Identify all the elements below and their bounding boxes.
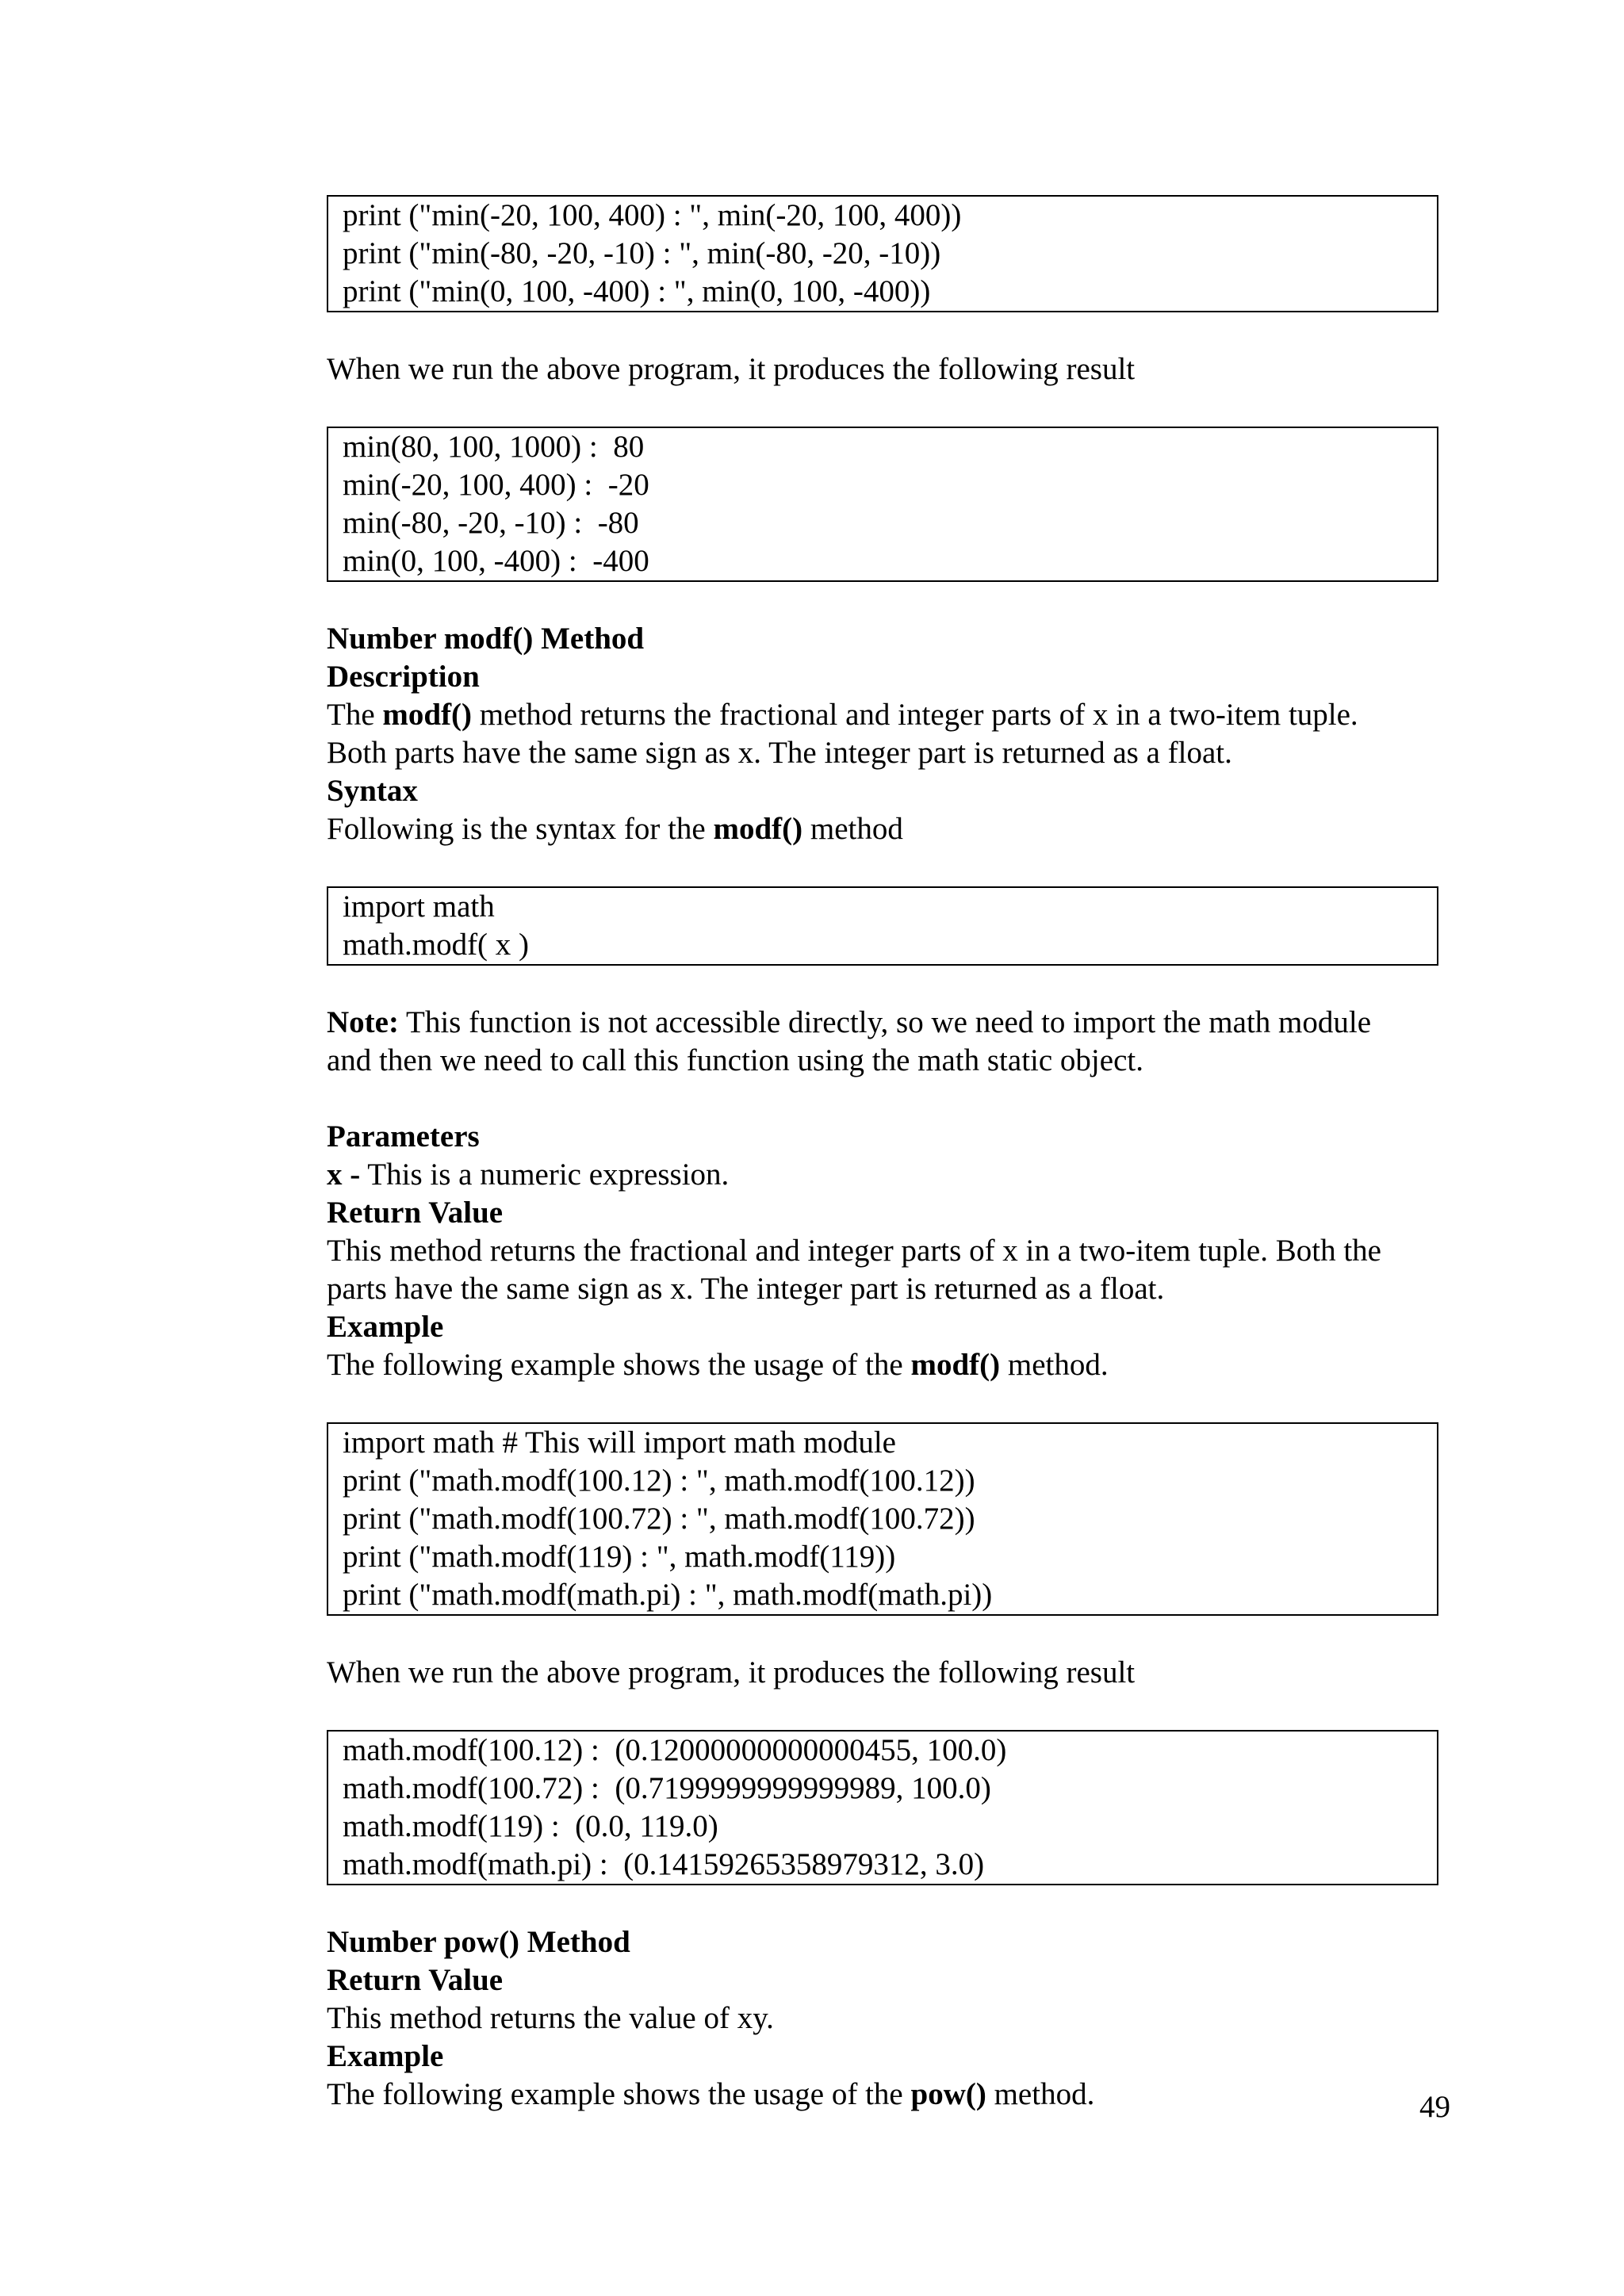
method-name: modf() — [382, 698, 473, 732]
text: The following example shows the usage of the — [327, 1348, 911, 1382]
document-page — [327, 195, 1437, 2114]
code-line: import math — [343, 890, 495, 924]
code-block-min — [327, 195, 1438, 312]
text: method. — [986, 2077, 1095, 2111]
code-line: print ("min(-20, 100, 400) : ", min(-20, 100, 400)) — [343, 198, 962, 232]
code-line: print ("min(-80, -20, -10) : ", min(-80, -20, -10)) — [343, 236, 941, 270]
note-line-1 — [327, 1004, 1437, 1042]
param-name: x - — [327, 1158, 361, 1192]
page-number: 49 — [1419, 2090, 1450, 2124]
description-line-1 — [327, 696, 1437, 734]
syntax-heading: Syntax — [327, 774, 418, 808]
description-heading: Description — [327, 660, 480, 694]
output-line: math.modf(math.pi) : (0.14159265358979312, 3.0) — [343, 1847, 985, 1881]
code-line: print ("math.modf(100.72) : ", math.modf(100.72)) — [343, 1502, 975, 1536]
note-line-2: and then we need to call this function using the math static object. — [327, 1043, 1143, 1077]
text: The following example shows the usage of the — [327, 2077, 911, 2111]
text: method — [802, 812, 903, 846]
output-line: min(-20, 100, 400) : -20 — [343, 468, 649, 502]
text: method returns the fractional and integer parts of x in a two-item tuple. — [472, 698, 1358, 732]
return-value-heading: Return Value — [327, 1196, 504, 1230]
code-line: print ("min(0, 100, -400) : ", min(0, 100, -400)) — [343, 274, 931, 308]
code-line: print ("math.modf(100.12) : ", math.modf(100.12)) — [343, 1464, 975, 1498]
code-block-syntax — [327, 886, 1438, 966]
example-heading: Example — [327, 2039, 444, 2073]
description-line-2: Both parts have the same sign as x. The integer part is returned as a float. — [327, 736, 1232, 770]
code-line: print ("math.modf(119) : ", math.modf(119)) — [343, 1540, 896, 1574]
run-text: When we run the above program, it produces the following result — [327, 352, 1136, 386]
output-line: min(0, 100, -400) : -400 — [343, 544, 649, 578]
code-block-modf-example — [327, 1422, 1438, 1616]
section-heading-pow: Number pow() Method — [327, 1925, 630, 1959]
return-value-heading: Return Value — [327, 1963, 504, 1997]
note-label: Note: — [327, 1005, 399, 1039]
run-text: When we run the above program, it produces the following result — [327, 1655, 1136, 1689]
text: This is a numeric expression. — [360, 1158, 730, 1192]
example-intro — [327, 2076, 1437, 2114]
method-name: modf() — [713, 812, 803, 846]
parameters-heading: Parameters — [327, 1119, 480, 1154]
code-line: import math # This will import math module — [343, 1425, 896, 1460]
method-name: modf() — [910, 1348, 1001, 1382]
text: This function is not accessible directly, so we need to import the math module — [398, 1005, 1372, 1039]
text: Following is the syntax for the — [327, 812, 714, 846]
section-heading-modf: Number modf() Method — [327, 622, 645, 656]
output-line: math.modf(100.72) : (0.7199999999999989, 100.0) — [343, 1771, 991, 1805]
output-line: math.modf(100.12) : (0.12000000000000455, 100.0) — [343, 1733, 1007, 1767]
example-intro — [327, 1346, 1437, 1384]
output-block-modf — [327, 1730, 1438, 1885]
return-line-1: This method returns the fractional and integer parts of x in a two-item tuple. Both the — [327, 1234, 1381, 1268]
output-line: min(-80, -20, -10) : -80 — [343, 506, 639, 540]
text: The — [327, 698, 383, 732]
code-line: math.modf( x ) — [343, 928, 530, 962]
code-line: print ("math.modf(math.pi) : ", math.modf(math.pi)) — [343, 1578, 993, 1612]
example-heading: Example — [327, 1310, 444, 1344]
parameter-x — [327, 1156, 1437, 1194]
output-block-min — [327, 427, 1438, 582]
text: method. — [1000, 1348, 1109, 1382]
syntax-intro — [327, 810, 1437, 848]
output-line: math.modf(119) : (0.0, 119.0) — [343, 1809, 718, 1843]
return-line-2: parts have the same sign as x. The integer part is returned as a float. — [327, 1272, 1165, 1306]
method-name: pow() — [910, 2077, 986, 2111]
return-text: This method returns the value of xy. — [327, 2001, 774, 2035]
output-line: min(80, 100, 1000) : 80 — [343, 430, 645, 464]
